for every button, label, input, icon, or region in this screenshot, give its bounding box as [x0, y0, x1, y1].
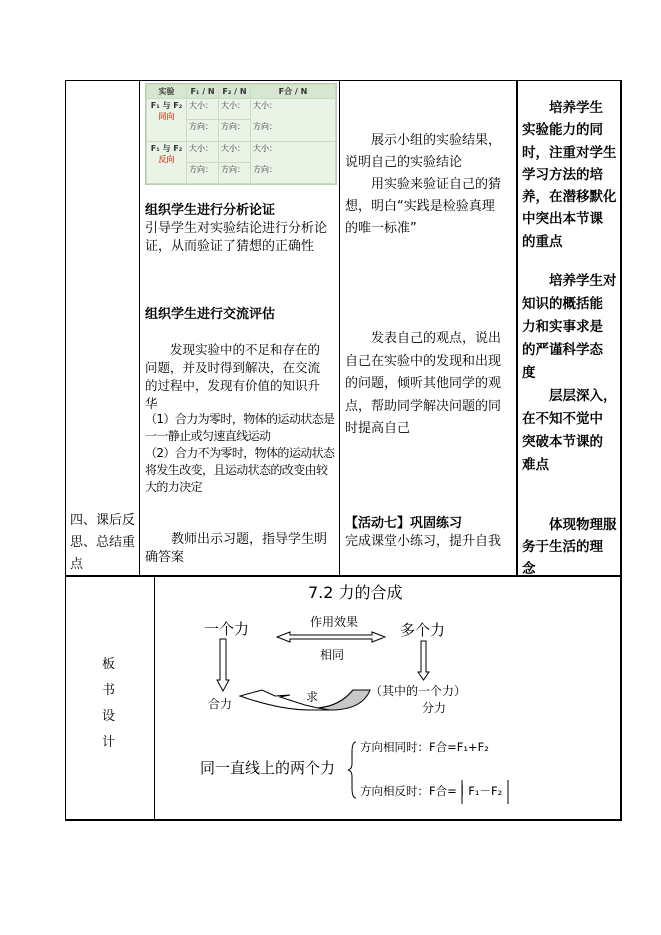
text-line: 四、课后反: [70, 513, 136, 528]
text-line: 时，注重对学生: [522, 144, 617, 161]
text-line: 养，在潜移默化: [522, 189, 617, 206]
text-line: 的唯一标准”: [345, 221, 417, 236]
text-line: 计: [102, 735, 116, 750]
brace-icon: [348, 742, 356, 798]
double-arrow-icon: [277, 632, 385, 642]
cell: 方向：: [253, 164, 277, 174]
text-line: 自己在实验中的发现和出现: [345, 353, 502, 369]
text-line: （1）合力为零时，物体的运动状态是: [145, 412, 335, 426]
cell: 大小：: [253, 143, 277, 153]
cell: 大小：: [219, 99, 251, 120]
header: F₂ / N: [219, 85, 251, 99]
activity-text: 完成课堂小练习，提升自我: [345, 534, 502, 549]
cell: 大小：: [187, 99, 219, 120]
cell: 大小：: [219, 141, 251, 162]
text-line: 书: [102, 683, 116, 698]
text-line: 思、总结重: [70, 535, 136, 550]
text-line: 实验能力的同: [522, 122, 603, 139]
text-line: 说明自己的实验结论: [345, 155, 463, 170]
text-line: 体现物理服: [522, 517, 617, 533]
component-label: 分力: [422, 701, 447, 715]
text-line: 发现实验中的不足和存在的: [145, 342, 321, 357]
text-line: 展示小组的实验结果，: [345, 133, 502, 148]
seek-label: 求: [306, 690, 319, 704]
text-line: 点: [70, 557, 84, 572]
row-dir: 同向: [158, 112, 175, 121]
text-line: 问题，并及时得到解决，在交流: [145, 360, 321, 375]
one-of-label: （其中的一个力）: [370, 684, 467, 698]
text-line: 培养学生: [522, 100, 603, 116]
cell: 方向：: [187, 120, 219, 141]
text-line: 教师出示习题，指导学生明: [145, 532, 328, 547]
text-line: 务于生活的理: [522, 539, 603, 555]
down-arrow-icon: [418, 641, 429, 680]
text-line: 层层深入，: [522, 388, 617, 404]
text-line: 中突出本节课: [522, 211, 603, 228]
text-line: 大的力决定: [145, 480, 203, 494]
cell: 方向：: [253, 122, 277, 131]
text-line: 发表自己的观点，说出: [345, 331, 502, 346]
text-line: 设: [102, 709, 116, 724]
text-line: 点，帮助同学解决问题的同: [345, 398, 502, 414]
resultant-label: 合力: [208, 697, 233, 711]
same-direction-formula: 方向相同时：F合=F₁+F₂: [360, 740, 489, 754]
text-line: 一一静止或匀速直线运动: [145, 429, 271, 443]
text-line: 的严谨科学态: [522, 342, 603, 358]
cell: 方向：: [187, 162, 219, 183]
effect-label: 作用效果: [310, 615, 359, 629]
one-force: 一个力: [204, 620, 250, 638]
cell: 大小：: [187, 141, 219, 162]
text-line: 时提高自己: [345, 421, 411, 436]
analysis-title: 组织学生进行分析论证: [145, 203, 276, 218]
row-label: F₁ 与 F₂: [150, 143, 183, 153]
text-line: 的重点: [522, 233, 563, 250]
header: F₁ / N: [187, 85, 219, 99]
row-label: F₁ 与 F₂: [150, 101, 183, 110]
cell: 大小：: [253, 101, 277, 110]
text-line: 华: [145, 396, 158, 411]
text-line: （2）合力不为零时，物体的运动状态: [145, 446, 335, 460]
text-line: 将发生改变，且运动状态的改变由较: [145, 463, 328, 477]
cell: 方向：: [219, 120, 251, 141]
cell: 方向：: [219, 162, 251, 183]
same-line-label: 同一直线上的两个力: [200, 759, 336, 777]
many-forces: 多个力: [400, 621, 446, 639]
header: 实验: [147, 85, 187, 99]
text-line: 的过程中，发现有价值的知识升: [145, 378, 321, 393]
header: F合 / N: [251, 85, 336, 99]
same-label: 相同: [320, 648, 345, 662]
text-line: 知识的概括能: [522, 296, 603, 312]
text-line: 的问题，倾听其他同学的观: [345, 376, 502, 391]
board-title: 7.2 力的合成: [308, 583, 403, 602]
text-line: 学习方法的培: [522, 166, 603, 183]
opposite-direction-formula: 方向相反时：F合=｜F₁－F₂｜: [360, 784, 514, 798]
row-dir: 反向: [158, 154, 175, 164]
text-line: 难点: [522, 457, 549, 473]
text-line: 想，明白“实践是检验真理: [345, 199, 495, 214]
text-line: 力和实事求是: [522, 319, 603, 335]
text-line: 证，从而验证了猜想的正确性: [145, 239, 315, 254]
down-arrow-icon: [217, 639, 229, 691]
text-line: 度: [522, 365, 536, 381]
text-line: 培养学生对: [522, 273, 617, 289]
text-line: 引导学生对实验结论进行分析论: [145, 221, 328, 236]
text-line: 确答案: [145, 550, 185, 565]
text-line: 用实验来验证自己的猜: [345, 177, 502, 192]
text-line: 板: [102, 657, 116, 672]
text-line: 突破本节课的: [522, 434, 603, 450]
text-line: 念: [522, 561, 536, 577]
activity-title: 【活动七】巩固练习: [345, 516, 463, 531]
eval-title: 组织学生进行交流评估: [145, 307, 276, 322]
text-line: 在不知不觉中: [522, 411, 603, 427]
